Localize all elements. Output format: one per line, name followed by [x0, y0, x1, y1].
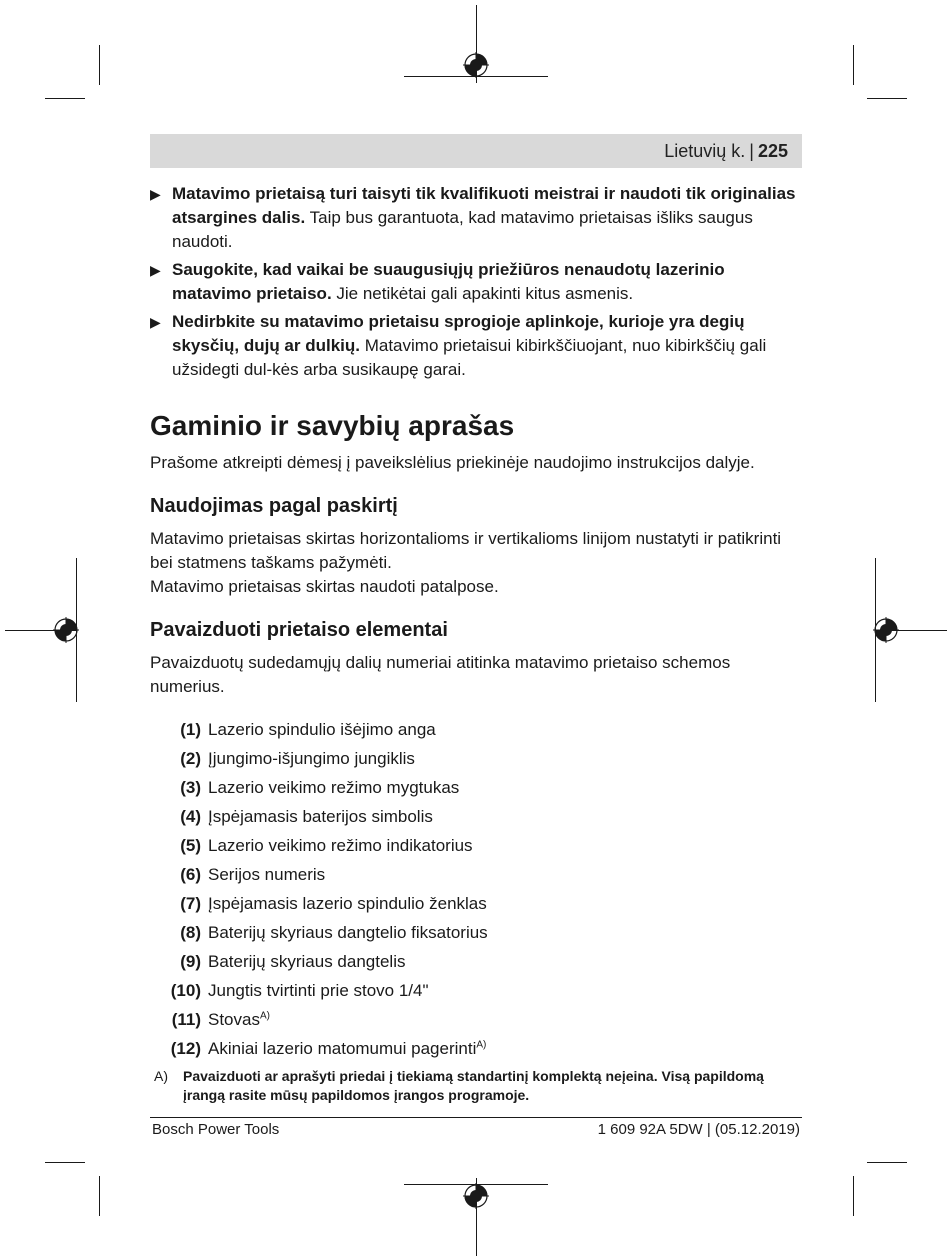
component-item	[150, 831, 802, 860]
bullet-text: Jie netikėtai gali apakinti kitus asmenis.	[331, 284, 634, 303]
footnote-mark: A)	[154, 1068, 168, 1084]
component-label-text: Baterijų skyriaus dangtelis	[208, 952, 406, 971]
component-number: (11)	[171, 1010, 201, 1029]
registration-target-icon	[53, 617, 79, 643]
component-label-text: Įspėjamasis lazerio spindulio ženklas	[208, 894, 487, 913]
component-label-text: Jungtis tvirtinti prie stovo 1/4"	[208, 981, 429, 1000]
footer-brand: Bosch Power Tools	[152, 1121, 280, 1138]
component-number: (2)	[180, 749, 201, 768]
component-number: (8)	[180, 923, 201, 942]
registration-target-icon	[463, 52, 489, 78]
registration-target-icon	[463, 1183, 489, 1209]
component-item	[150, 976, 802, 1005]
page-header	[150, 134, 802, 168]
component-label	[208, 802, 433, 831]
footnote-text: Pavaizduoti ar aprašyti priedai į tiekiamą standartinį komplektą neįeina. Visą papildomą įrangą rasite mūsų papildomos įrangos programoje.	[183, 1068, 764, 1103]
component-label	[208, 1034, 486, 1063]
page-content	[150, 182, 802, 1105]
component-item	[150, 947, 802, 976]
component-label	[208, 744, 415, 773]
component-number: (6)	[180, 865, 201, 884]
component-item	[150, 802, 802, 831]
bullet-bold-text: Matavimo prietaisą turi taisyti tik kvalifikuoti meistrai ir naudoti tik originalias atsargines dalis.	[172, 184, 796, 227]
component-label	[208, 715, 436, 744]
footer-doc-id: 1 609 92A 5DW | (05.12.2019)	[597, 1121, 800, 1138]
registration-target-icon	[873, 617, 899, 643]
component-label-text: Stovas	[208, 1010, 260, 1029]
component-number: (5)	[180, 836, 201, 855]
intended-use-title: Naudojimas pagal paskirtį	[150, 495, 398, 517]
bullet-text: Taip bus garantuota, kad matavimo prietaisas išliks saugus naudoti.	[172, 208, 753, 251]
component-item	[150, 889, 802, 918]
component-item	[150, 1034, 802, 1063]
component-footnote-ref: A)	[259, 1010, 270, 1022]
components-title: Pavaizduoti prietaiso elementai	[150, 619, 448, 641]
component-label	[208, 976, 429, 1005]
component-item	[150, 860, 802, 889]
component-label-text: Lazerio veikimo režimo indikatorius	[208, 836, 473, 855]
header-language: Lietuvių k.	[664, 141, 746, 161]
section-title: Gaminio ir savybių aprašas	[150, 410, 515, 441]
crop-mark	[45, 98, 85, 99]
footer-rule	[150, 1117, 802, 1118]
page-number: 225	[757, 141, 788, 161]
component-number: (12)	[170, 1039, 201, 1058]
component-number: (7)	[180, 894, 201, 913]
component-label-text: Serijos numeris	[208, 865, 326, 884]
component-number: (10)	[170, 981, 201, 1000]
crop-mark	[45, 1162, 85, 1163]
crop-mark	[853, 45, 854, 85]
component-label-text: Įspėjamasis baterijos simbolis	[208, 807, 433, 826]
triangle-bullet-icon: ▶	[150, 314, 161, 330]
component-label	[208, 860, 325, 889]
component-item	[150, 1005, 802, 1034]
component-label-text: Įjungimo-išjungimo jungiklis	[208, 749, 415, 768]
footnote	[150, 1067, 802, 1105]
component-number: (4)	[180, 807, 201, 826]
component-label	[208, 918, 488, 947]
component-label-text: Akiniai lazerio matomumui pagerinti	[208, 1039, 477, 1058]
crop-mark	[867, 1162, 907, 1163]
component-item	[150, 918, 802, 947]
component-label	[208, 889, 487, 918]
component-label-text: Lazerio spindulio išėjimo anga	[208, 720, 436, 739]
component-footnote-ref: A)	[476, 1039, 487, 1051]
safety-bullet	[150, 258, 802, 306]
crop-mark	[99, 1176, 100, 1216]
safety-bullet-list	[150, 182, 802, 382]
intended-use-paragraph: Matavimo prietaisas skirtas horizontalioms ir vertikalioms linijom nustatyti ir patikrinti bei statmens taškams pažymėti.	[150, 529, 782, 572]
safety-bullet	[150, 182, 802, 254]
component-item	[150, 744, 802, 773]
bullet-bold-text: Saugokite, kad vaikai be suaugusiųjų priežiūros nenaudotų lazerinio matavimo prietaiso.	[172, 260, 725, 303]
section-intro: Prašome atkreipti dėmesį į paveikslėlius priekinėje naudojimo instrukcijos dalyje.	[150, 453, 755, 472]
triangle-bullet-icon: ▶	[150, 186, 161, 202]
bullet-text: Matavimo prietaisui kibirkščiuojant, nuo kibirkščių gali užsidegti dul-kės arba susikaupę garai.	[172, 336, 767, 379]
intended-use-paragraph: Matavimo prietaisas skirtas naudoti patalpose.	[150, 577, 499, 596]
component-number: (1)	[180, 720, 201, 739]
triangle-bullet-icon: ▶	[150, 262, 161, 278]
components-list	[150, 715, 802, 1063]
crop-mark	[99, 45, 100, 85]
header-separator: |	[749, 141, 754, 161]
crop-mark	[867, 98, 907, 99]
safety-bullet	[150, 310, 802, 382]
component-label-text: Lazerio veikimo režimo mygtukas	[208, 778, 460, 797]
component-label	[208, 831, 473, 860]
header-text	[664, 140, 788, 162]
component-label	[208, 947, 405, 976]
component-label-text: Baterijų skyriaus dangtelio fiksatorius	[208, 923, 488, 942]
component-label	[208, 773, 459, 802]
component-item	[150, 715, 802, 744]
component-label	[208, 1005, 270, 1034]
component-item	[150, 773, 802, 802]
component-number: (3)	[180, 778, 201, 797]
components-intro: Pavaizduotų sudedamųjų dalių numeriai atitinka matavimo prietaiso schemos numerius.	[150, 653, 731, 696]
component-number: (9)	[180, 952, 201, 971]
crop-mark	[853, 1176, 854, 1216]
bullet-bold-text: Nedirbkite su matavimo prietaisu sprogioje aplinkoje, kurioje yra degių skysčių, dujų ar dulkių.	[172, 312, 745, 355]
